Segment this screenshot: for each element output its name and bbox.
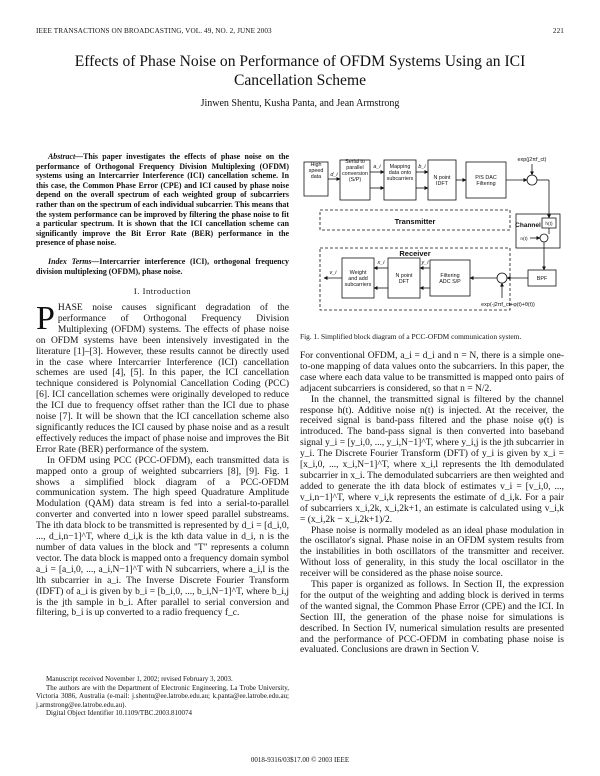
receiver-label: Receiver bbox=[399, 249, 431, 258]
h-label: h(t) bbox=[545, 222, 553, 227]
index-terms bbox=[36, 257, 289, 276]
running-header bbox=[36, 27, 564, 39]
left-column bbox=[36, 152, 289, 619]
footnote-doi: Digital Object Identifier 10.1109/TBC.2003.810074 bbox=[46, 709, 192, 718]
section-heading: I. Introduction bbox=[133, 286, 192, 297]
rx-carrier-label: exp(-j2πf_ct+φ(t)+θ(t)) bbox=[481, 302, 535, 308]
right-paragraph-2: In the channel, the transmitted signal is filtered by the channel response h(t). Additive noise n(t) is injected. At the receiver, the received signal is band-pass filtered and the phase noise φ(t) is introduced. The band-pass signal is then converted into baseband signal y_i = [y_i,0, ..., y_i,N−1]^T, where y_i,j is the jth subcarrier in y_i. The Discrete Fourier Transform (DFT) of y_i is given by x_i = [x_i,0, ..., x_i,N−1]^T, where x_i,l represents the lth demodulated subcarrier in x_i. The demodulated subcarriers are then weighted and added to generate the ith data block of estimates v_i = [v_i,0, ..., v_i,n−1]^T, where v_i,k represents the estimate of d_i,k. For a pair of subcarriers x_i,2k, x_i,2k+1, an estimate is calculated using v_i,k = (x_i,2k − x_i,2k+1)/2. bbox=[300, 394, 564, 525]
s2p-label: Serial to parallel conversion (S/P) bbox=[341, 159, 369, 183]
weight-label: Weight and add subcarriers bbox=[344, 270, 372, 288]
adder-node bbox=[540, 234, 548, 242]
channel-label: Channel bbox=[515, 222, 541, 229]
transmitter-label: Transmitter bbox=[394, 217, 436, 226]
idft-label: N point IDFT bbox=[433, 175, 451, 187]
paper-title: Effects of Phase Noise on Performance of OFDM Systems Using an ICI Cancellation Scheme bbox=[74, 53, 526, 89]
right-paragraph-1: For conventional OFDM, a_i = d_i and n = N, there is a simple one-to-one mapping of data values onto the subcarriers. In this paper, the case where each data value to be transmitted is mapped onto pairs of adjacent subcarriers is considered, so that n = N/2. bbox=[300, 351, 564, 394]
tx-mixer bbox=[527, 175, 537, 185]
x-signal-label: x_i bbox=[377, 260, 385, 266]
abstract-label: Abstract— bbox=[48, 152, 84, 161]
mapping-label: Mapping data onto subcarriers bbox=[386, 164, 414, 182]
d-signal-label: d_i bbox=[330, 172, 338, 178]
intro-paragraph-1 bbox=[36, 300, 289, 456]
abstract-text: This paper investigates the effects of phase noise on the performance of Orthogonal Frequency Division Multiplexing (OFDM) systems using an Intercarrier Interference (ICI) cancellation scheme. In this case, the Common Phase Error (CPE) and ICI caused by phase noise depend on the overall spectrum of each weighted group of subcarriers rather than on the spectrum of each individual subcarrier. This means that the system performance can be improved by filtering the phase noise to fit a particular spectrum. It is shown that the ICI cancellation scheme can significantly improve the Bit Error Rate (BER) performance in the presence of phase noise. bbox=[36, 152, 289, 248]
v-signal-label: v_i bbox=[329, 270, 337, 276]
channel-block bbox=[516, 214, 560, 248]
footnote-affiliation: The authors are with the Department of Electronic Engineering, La Trobe University, Victoria 3086, Australia (e-mail: j.shentu@ee.latrobe.edu.au; k.panta@ee.latrobe.edu.au; j.armstrong@ee.latrobe.edu.au). bbox=[36, 683, 289, 709]
filtering-label: Filtering ADC S/P bbox=[439, 273, 461, 285]
copyright-footer: 0018-9316/03$17.00 © 2003 IEEE bbox=[250, 756, 350, 764]
right-column bbox=[300, 351, 564, 656]
index-terms-text: Intercarrier interference (ICI), orthogonal frequency division multiplexing (OFDM), phase noise. bbox=[36, 256, 289, 276]
footnote-received: Manuscript received November 1, 2002; revised February 3, 2003. bbox=[46, 675, 233, 683]
block-diagram bbox=[298, 152, 564, 332]
journal-name: IEEE TRANSACTIONS ON BROADCASTING, VOL. 49, NO. 2, JUNE 2003 bbox=[36, 27, 272, 35]
tx-carrier-label: exp(j2πf_ct) bbox=[517, 157, 547, 163]
footnote bbox=[36, 675, 289, 718]
index-terms-label: Index Terms— bbox=[48, 256, 100, 266]
n-label: n(t) bbox=[520, 237, 528, 242]
input-label: High speed data bbox=[308, 162, 324, 180]
y-signal-label: y_i bbox=[421, 260, 429, 266]
rx-mixer bbox=[497, 273, 507, 283]
abstract bbox=[36, 152, 289, 248]
intro-paragraph-2: In OFDM using PCC (PCC-OFDM), each transmitted data is mapped onto a group of weighted subcarriers [8], [9]. Fig. 1 shows a simplified block diagram of a PCC-OFDM communication system. The high speed Quadrature Amplitude Modulation (QAM) data stream is fed into a serial-to-parallel converter and converted into n lower speed parallel substreams. The ith data block to be transmitted is represented by d_i = [d_i,0, ..., d_i,n−1]^T, where d_i,k is the kth data value in d_i, n is the number of data values in the block and "T" represents a column vector. The data block is mapped onto a frequency domain symbol a_i = [a_i,0, ..., a_i,N−1]^T with N subcarriers, where a_i,l is the lth subcarrier in a_i. The Inverse Discrete Fourier Transform (IDFT) of a_i is given by b_i = [b_i,0, ..., b_i,N−1]^T, where b_i,j is the jth sample in b_i. After parallel to serial conversion and filtering, b_i is up converted to a radio frequency f_c. bbox=[36, 455, 289, 619]
figure-caption: Fig. 1. Simplified block diagram of a PCC-OFDM communication system. bbox=[300, 332, 522, 341]
ps-label: P/S DAC Filtering bbox=[475, 175, 497, 187]
dft-label: N point DFT bbox=[395, 273, 413, 285]
page-number: 221 bbox=[552, 27, 564, 35]
drop-cap: P bbox=[36, 300, 55, 338]
author-list: Jinwen Shentu, Kusha Panta, and Jean Armstrong bbox=[200, 98, 400, 109]
right-paragraph-4: This paper is organized as follows. In Section II, the expression for the output of the weighting and adding block is derived in terms of the wanted signal, the Common Phase Error (CPE) and the ICI. In Section III, the generation of the phase noise for simulations is described. In Section IV, numerical simulation results are presented and the performance of PCC-OFDM in combating phase noise is evaluated. Conclusions are drawn in Section V. bbox=[300, 580, 564, 656]
right-paragraph-3: Phase noise is normally modeled as an ideal phase modulation in the oscillator's signal. Phase noise in an OFDM system results from the instabilities in both oscillators of the transmitter and receiver. Without loss of generality, in this study the local oscillator in the receiver will be considered as the phase noise source. bbox=[300, 525, 564, 580]
a-signal-label: a_i bbox=[373, 164, 381, 170]
b-signal-label: b_i bbox=[418, 164, 426, 170]
intro-paragraph-1-text: HASE noise causes significant degradation of the performance of Orthogonal Frequency Division Multiplexing (OFDM) systems. The effects of phase noise on OFDM systems have been intensively investigated in the literature [1]–[3]. However, these results cannot be directly used in the case where Intercarrier Interference (ICI) cancellation schemes are used [4], [5]. In this paper, the ICI cancellation technique considered is Polynomial Cancellation Coding (PCC) [6]. ICI cancellation schemes were originally developed to reduce the ICI due to frequency offset rather than the ICI due to phase noise [7]. It will be shown that the ICI cancellation scheme also significantly reduces the ICI caused by phase noise and as a result effectively reduces the impact of phase noise and improves the Bit Error Rate (BER) performance of the system. bbox=[36, 303, 289, 455]
bpf-label: BPF bbox=[536, 276, 548, 282]
